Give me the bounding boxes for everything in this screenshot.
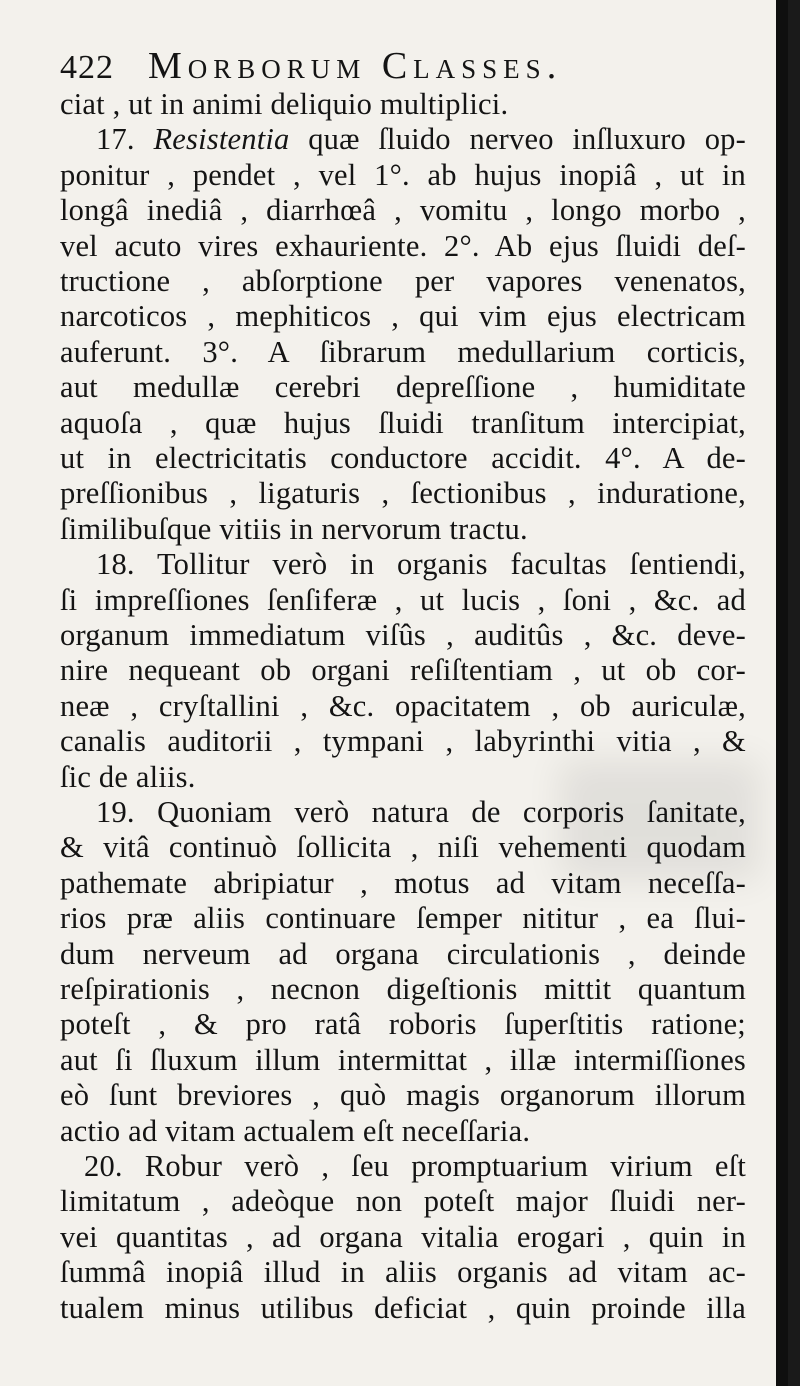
text-line: auferunt. 3°. A ſibrarum medullarium corticis, [60,334,746,369]
text-line: narcoticos , mephiticos , qui vim ejus electricam [60,299,746,334]
text-line: rios præ aliis continuare ſemper nititur , ea ſlui- [60,901,746,936]
text-line: poteſt , & pro ratâ roboris ſuperſtitis ratione; [60,1007,746,1042]
text-line: canalis auditorii , tympani , labyrinthi vitia , & [60,724,746,759]
text-line: actio ad vitam actualem eſt neceſſaria. [60,1113,531,1148]
text-line: ſimilibuſque vitiis in nervorum tractu. [60,511,528,546]
text-line: tualem minus utilibus deficiat , quin proinde illa [60,1290,746,1325]
text-line: limitatum , adeòque non poteſt major ſluidi ner- [60,1184,746,1219]
text-line: aquoſa , quæ hujus ſluidi tranſitum intercipiat, [60,405,746,440]
text-line: ſi impreſſiones ſenſiferæ , ut lucis , ſoni , &c. ad [60,582,746,617]
running-header [60,44,690,90]
text-line: neæ , cryſtallini , &c. opacitatem , ob auriculæ, [60,688,746,723]
text-line: preſſionibus , ligaturis , ſectionibus , induratione, [60,476,746,511]
text-line: vel acuto vires exhauriente. 2°. Ab ejus ſluidi deſ- [60,228,746,263]
text-line: aut medullæ cerebri depreſſione , humiditate [60,370,746,405]
italic-term: Resistentia [153,122,290,157]
text-line: reſpirationis , necnon digeſtionis mittit quantum [60,972,746,1006]
text-line: longâ inediâ , diarrhœâ , vomitu , longo morbo , [60,193,746,228]
text-line: ſummâ inopiâ illud in aliis organis ad vitam ac- [60,1255,746,1290]
text-line: & vitâ continuò ſollicita , niſi vehementi quodam [60,830,746,865]
text-line: vei quantitas , ad organa vitalia erogari , quin in [60,1219,746,1254]
text-line: 18. Tollitur verò in organis facultas ſentiendi, [96,547,746,582]
page-edge-shadow [776,0,788,1386]
text-line: 17. Resistentia quæ ſluido nerveo inſluxuro op- [96,122,746,157]
text-line: organum immediatum viſûs , auditûs , &c. deve- [60,618,746,652]
text-line: dum nerveum ad organa circulationis , deinde [60,936,746,971]
text-line: ponitur , pendet , vel 1°. ab hujus inopiâ , ut in [60,157,746,192]
text-line: eò ſunt breviores , quò magis organorum illorum [60,1078,746,1113]
text-line: ciat , ut in animi deliquio multiplici. [60,87,509,121]
text-line: ut in electricitatis conductore accidit. 4°. A de- [60,441,746,475]
text-line: pathemate abripiatur , motus ad vitam neceſſa- [60,865,746,900]
text-line: tructione , abſorptione per vapores venenatos, [60,264,746,298]
text-line: ſic de aliis. [60,759,196,794]
page-number: 422 [60,49,114,86]
text-line: nire nequeant ob organi reſiſtentiam , ut ob cor- [60,653,746,688]
text-line: 19. Quoniam verò natura de corporis ſanitate, [96,795,746,829]
text-line: 20. Robur verò , ſeu promptuarium virium eſt [84,1149,746,1183]
running-title: Morborum Classes. [148,45,563,87]
text-line: aut ſi ſluxum illum intermittat , illæ intermiſſiones [60,1042,746,1077]
